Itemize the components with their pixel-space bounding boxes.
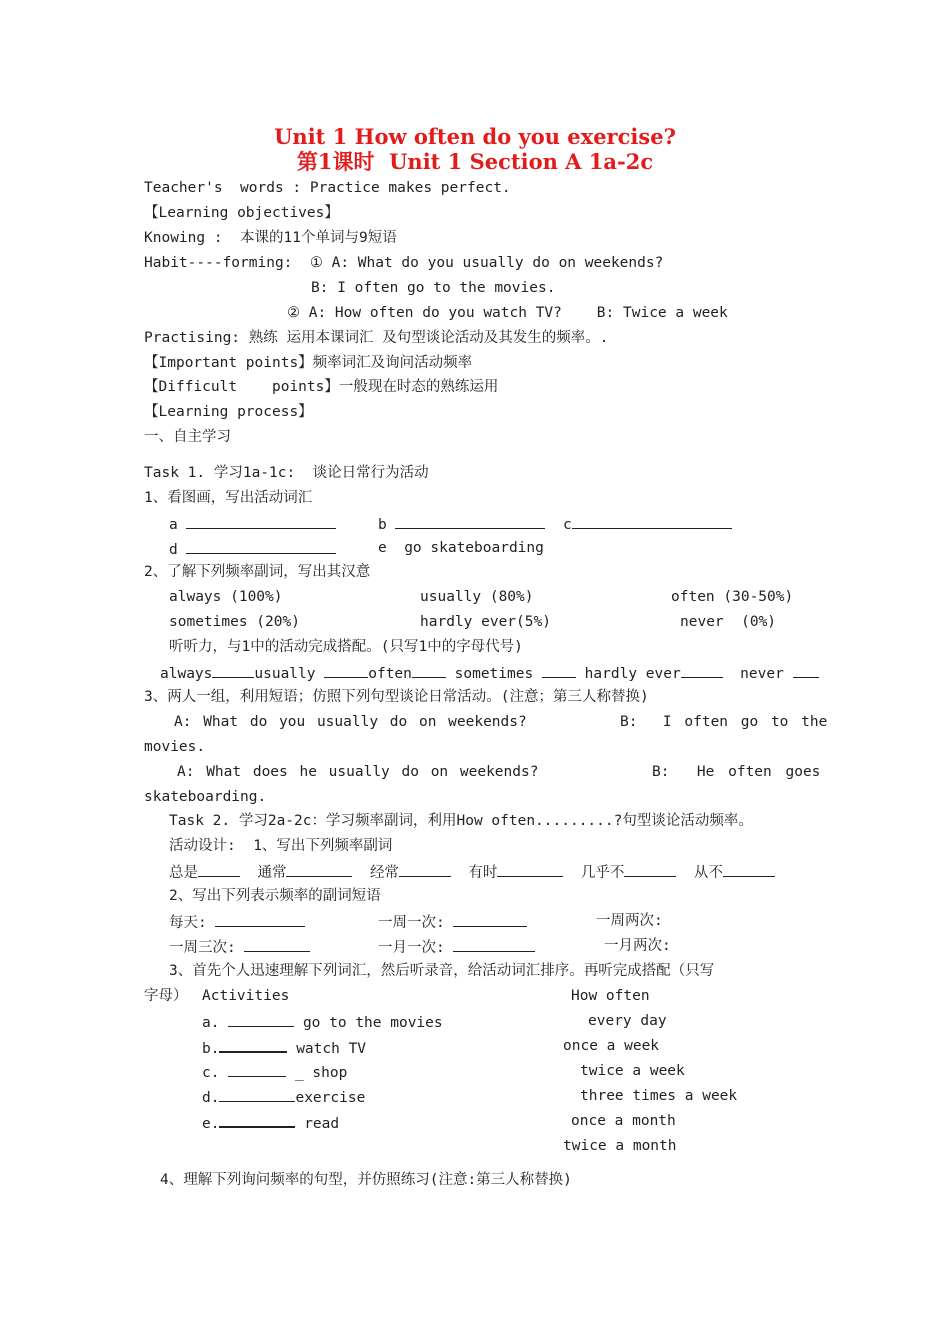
q1-item-c: c <box>563 514 732 534</box>
q1-item-a: a <box>169 514 336 534</box>
how-often-heading: How often <box>571 988 650 1004</box>
phrase-once-month: 一月一次: <box>378 937 535 957</box>
q2-prompt: 2、了解下列频率副词，写出其汉意 <box>144 564 371 580</box>
activities-heading: Activities <box>202 988 290 1004</box>
how-often-item: twice a week <box>580 1063 685 1079</box>
how-often-item: once a week <box>563 1038 660 1054</box>
activity-item: b. watch TV <box>202 1037 366 1058</box>
q3-dialog-b1-cont: movies. <box>144 739 206 755</box>
phrase-prompt: 2、写出下列表示频率的副词短语 <box>169 888 381 904</box>
freq-often: often (30-50%) <box>671 589 794 605</box>
activity-item: a. go to the movies <box>202 1012 443 1032</box>
cn-blank-often[interactable] <box>399 862 451 877</box>
match-blank-hardly[interactable] <box>681 663 723 678</box>
activity-item: d. exercise <box>202 1087 365 1107</box>
freq-hardly: hardly ever(5%) <box>420 614 551 630</box>
teacher-words: Teacher's words : Practice makes perfect. <box>144 180 511 196</box>
match-blank-never[interactable] <box>793 663 819 678</box>
phrase-three-week: 一周三次: <box>169 937 310 957</box>
activity-design: 活动设计: 1、写出下列频率副词 <box>169 838 393 854</box>
knowing-line: Knowing : 本课的11个单词与9短语 <box>144 230 397 246</box>
cn-blank-always[interactable] <box>198 862 240 877</box>
q1-item-d: d <box>169 539 336 559</box>
q3-dialog-b1: B: I often go to the <box>620 714 828 730</box>
activity-blank-c[interactable] <box>228 1062 286 1077</box>
blank-b[interactable] <box>395 514 545 529</box>
listen-instruction: 听听力，与1中的活动完成搭配。(只写1中的字母代号) <box>169 639 523 655</box>
difficult-points: 【Difficult points】一般现在时态的熟练运用 <box>144 379 499 395</box>
q3-dialog-a1: A: What do you usually do on weekends? <box>174 714 527 730</box>
match-blank-always[interactable] <box>212 663 254 678</box>
freq-never: never (0%) <box>680 614 777 630</box>
match-blank-usually[interactable] <box>324 663 368 678</box>
activity-blank-d[interactable] <box>219 1087 295 1102</box>
blank-d[interactable] <box>186 539 336 554</box>
blank-every-day[interactable] <box>215 912 305 927</box>
learning-objectives-heading: 【Learning objectives】 <box>144 205 339 221</box>
q1-item-b: b <box>378 514 545 534</box>
practising-line: Practising: 熟练 运用本课词汇 及句型谈论活动及其发生的频率。. <box>144 330 609 346</box>
cn-blank-never[interactable] <box>723 862 775 877</box>
q3b-prompt-line2: 字母） <box>144 988 188 1004</box>
cn-blank-usually[interactable] <box>286 862 352 877</box>
activity-blank-a[interactable] <box>228 1012 294 1027</box>
self-study-heading: 一、自主学习 <box>144 429 231 445</box>
learning-process-heading: 【Learning process】 <box>144 404 313 420</box>
cn-blank-hardly[interactable] <box>624 862 676 877</box>
cn-blank-sometimes[interactable] <box>497 862 563 877</box>
phrase-once-week: 一周一次: <box>378 912 527 932</box>
blank-a[interactable] <box>186 514 336 529</box>
freq-usually: usually (80%) <box>420 589 534 605</box>
q4-prompt: 4、理解下列询问频率的句型，并仿照练习(注意:第三人称替换) <box>160 1172 572 1188</box>
how-often-item: once a month <box>571 1113 676 1129</box>
habit-line-2: B: I often go to the movies. <box>311 280 556 296</box>
match-blank-often[interactable] <box>412 663 446 678</box>
match-row: always usually often sometimes hardly ever never <box>160 663 819 683</box>
q3-dialog-a2: A: What does he usually do on weekends? <box>177 764 539 780</box>
blank-three-week[interactable] <box>244 937 310 952</box>
important-points: 【Important points】频率词汇及询问活动频率 <box>144 355 473 371</box>
phrase-every-day: 每天: <box>169 912 305 932</box>
q1-item-e: e go skateboarding <box>378 540 544 556</box>
activity-blank-e[interactable] <box>219 1112 295 1128</box>
how-often-item: twice a month <box>563 1138 677 1154</box>
phrase-twice-month: 一月两次: <box>604 938 671 954</box>
q3-dialog-b2: B: He often goes <box>652 764 821 780</box>
cn-adverbs-row: 总是 通常 经常 有时 几乎不 从不 <box>169 862 775 882</box>
how-often-item: three times a week <box>580 1088 738 1104</box>
q1-prompt: 1、看图画，写出活动词汇 <box>144 490 313 506</box>
phrase-twice-week: 一周两次: <box>596 913 663 929</box>
page-title: Unit 1 How often do you exercise? <box>274 124 676 149</box>
activity-item: c. _ shop <box>202 1062 347 1082</box>
task1-heading: Task 1. 学习1a-1c: 谈论日常行为活动 <box>144 465 429 481</box>
blank-once-week[interactable] <box>453 912 527 927</box>
habit-line-3: ② A: How often do you watch TV? B: Twice a week <box>287 305 728 321</box>
freq-always: always (100%) <box>169 589 283 605</box>
blank-c[interactable] <box>572 514 732 529</box>
activity-blank-b[interactable] <box>219 1037 287 1053</box>
activity-item: e. read <box>202 1112 339 1133</box>
how-often-item: every day <box>588 1013 667 1029</box>
habit-line-1: Habit----forming: ① A: What do you usually do on weekends? <box>144 255 664 271</box>
freq-sometimes: sometimes (20%) <box>169 614 300 630</box>
match-blank-sometimes[interactable] <box>542 663 576 678</box>
q3-prompt: 3、两人一组，利用短语；仿照下列句型谈论日常活动。(注意；第三人称替换) <box>144 689 649 705</box>
page-subtitle: 第1课时 Unit 1 Section A 1a-2c <box>296 149 654 174</box>
q3-dialog-b2-cont: skateboarding. <box>144 789 267 805</box>
task2-heading: Task 2. 学习2a-2c：学习频率副词，利用How often.........?句型谈论活动频率。 <box>169 813 753 829</box>
blank-once-month[interactable] <box>453 937 535 952</box>
q3b-prompt-line1: 3、首先个人迅速理解下列词汇，然后听录音，给活动词汇排序。再听完成搭配（只写 <box>169 963 715 979</box>
